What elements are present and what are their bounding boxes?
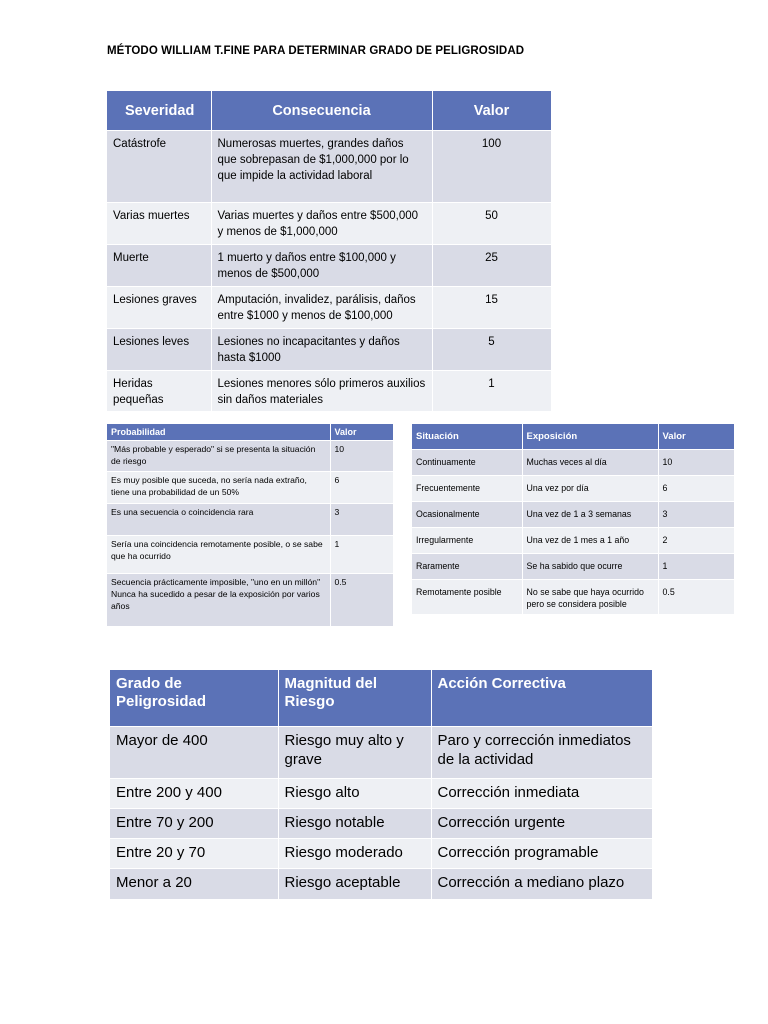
- table-row: [107, 245, 551, 287]
- table-cell: 15: [432, 287, 551, 329]
- column-header: Grado de Peligrosidad: [110, 670, 278, 727]
- table-cell: Entre 70 y 200: [110, 809, 278, 839]
- table-row: [110, 869, 652, 899]
- table-header-row: [110, 670, 652, 727]
- table-row: [412, 528, 734, 554]
- table-cell: 25: [432, 245, 551, 287]
- table-cell: 1: [330, 536, 393, 574]
- table-cell: Raramente: [412, 554, 522, 580]
- table-cell: 6: [658, 476, 734, 502]
- table-cell: Se ha sabido que ocurre: [522, 554, 658, 580]
- table-cell: Es una secuencia o coincidencia rara: [107, 504, 330, 536]
- table-header-row: [107, 91, 551, 131]
- table-cell: Lesiones menores sólo primeros auxilios sin daños materiales: [211, 371, 432, 411]
- table-cell: Heridas pequeñas: [107, 371, 211, 411]
- table-row: [412, 554, 734, 580]
- table-cell: Mayor de 400: [110, 727, 278, 779]
- table-cell: Secuencia prácticamente imposible, "uno en un millón" Nunca ha sucedido a pesar de la exposición por varios años: [107, 574, 330, 626]
- exposicion-table: [412, 424, 735, 614]
- table-cell: 0.5: [658, 580, 734, 614]
- column-header: Valor: [330, 424, 393, 441]
- column-header: Valor: [432, 91, 551, 131]
- table-cell: Una vez por día: [522, 476, 658, 502]
- table-cell: Corrección programable: [431, 839, 652, 869]
- table-cell: Numerosas muertes, grandes daños que sobrepasan de $1,000,000 por lo que impide la actividad laboral: [211, 131, 432, 203]
- column-header: Probabilidad: [107, 424, 330, 441]
- table-cell: Irregularmente: [412, 528, 522, 554]
- table-cell: Continuamente: [412, 450, 522, 476]
- table-cell: 0.5: [330, 574, 393, 626]
- table-row: [110, 779, 652, 809]
- table-cell: Corrección a mediano plazo: [431, 869, 652, 899]
- document-title: MÉTODO WILLIAM T.FINE PARA DETERMINAR GRADO DE PELIGROSIDAD: [107, 45, 525, 57]
- table-row: [412, 580, 734, 614]
- column-header: Situación: [412, 424, 522, 450]
- column-header: Severidad: [107, 91, 211, 131]
- table-row: [412, 476, 734, 502]
- table-row: [107, 287, 551, 329]
- table-cell: Es muy posible que suceda, no sería nada extraño, tiene una probabilidad de un 50%: [107, 472, 330, 504]
- table-cell: Una vez de 1 mes a 1 año: [522, 528, 658, 554]
- table-cell: Entre 200 y 400: [110, 779, 278, 809]
- table-row: [412, 502, 734, 528]
- table-cell: 3: [330, 504, 393, 536]
- table-row: [107, 504, 393, 536]
- table-cell: Riesgo alto: [278, 779, 431, 809]
- table-cell: 5: [432, 329, 551, 371]
- severidad-table: [107, 91, 552, 411]
- table-cell: 1 muerto y daños entre $100,000 y menos de $500,000: [211, 245, 432, 287]
- table-cell: Catástrofe: [107, 131, 211, 203]
- table-cell: Lesiones no incapacitantes y daños hasta $1000: [211, 329, 432, 371]
- table-row: [107, 131, 551, 203]
- table-cell: "Más probable y esperado" si se presenta la situación de riesgo: [107, 441, 330, 472]
- table-row: [110, 727, 652, 779]
- table-cell: 10: [330, 441, 393, 472]
- table-row: [110, 839, 652, 869]
- table-header-row: [412, 424, 734, 450]
- table-cell: Remotamente posible: [412, 580, 522, 614]
- grado-peligrosidad-table: [110, 670, 653, 899]
- table-cell: Lesiones graves: [107, 287, 211, 329]
- table-cell: Varias muertes: [107, 203, 211, 245]
- table-cell: 6: [330, 472, 393, 504]
- column-header: Consecuencia: [211, 91, 432, 131]
- table-cell: Varias muertes y daños entre $500,000 y menos de $1,000,000: [211, 203, 432, 245]
- table-row: [107, 574, 393, 626]
- table-cell: Riesgo notable: [278, 809, 431, 839]
- table-cell: Riesgo aceptable: [278, 869, 431, 899]
- table-cell: 1: [658, 554, 734, 580]
- table-cell: Lesiones leves: [107, 329, 211, 371]
- table-row: [107, 203, 551, 245]
- probabilidad-table: [107, 424, 394, 626]
- table-row: [110, 809, 652, 839]
- table-cell: Menor a 20: [110, 869, 278, 899]
- table-cell: Riesgo muy alto y grave: [278, 727, 431, 779]
- table-cell: 1: [432, 371, 551, 411]
- table-cell: Una vez de 1 a 3 semanas: [522, 502, 658, 528]
- column-header: Acción Correctiva: [431, 670, 652, 727]
- table-cell: Paro y corrección inmediatos de la actividad: [431, 727, 652, 779]
- table-cell: 50: [432, 203, 551, 245]
- table-cell: Corrección inmediata: [431, 779, 652, 809]
- table-row: [107, 329, 551, 371]
- column-header: Exposición: [522, 424, 658, 450]
- table-row: [107, 472, 393, 504]
- table-cell: Frecuentemente: [412, 476, 522, 502]
- table-cell: Riesgo moderado: [278, 839, 431, 869]
- column-header: Magnitud del Riesgo: [278, 670, 431, 727]
- table-cell: No se sabe que haya ocurrido pero se considera posible: [522, 580, 658, 614]
- table-cell: Amputación, invalidez, parálisis, daños entre $1000 y menos de $100,000: [211, 287, 432, 329]
- column-header: Valor: [658, 424, 734, 450]
- table-cell: Entre 20 y 70: [110, 839, 278, 869]
- table-cell: Muchas veces al día: [522, 450, 658, 476]
- table-row: [107, 371, 551, 411]
- table-cell: 10: [658, 450, 734, 476]
- table-row: [107, 536, 393, 574]
- table-header-row: [107, 424, 393, 441]
- table-cell: 2: [658, 528, 734, 554]
- table-cell: Muerte: [107, 245, 211, 287]
- table-row: [107, 441, 393, 472]
- table-cell: 3: [658, 502, 734, 528]
- table-row: [412, 450, 734, 476]
- table-cell: Corrección urgente: [431, 809, 652, 839]
- table-cell: Sería una coincidencia remotamente posible, o se sabe que ha ocurrido: [107, 536, 330, 574]
- table-cell: Ocasionalmente: [412, 502, 522, 528]
- table-cell: 100: [432, 131, 551, 203]
